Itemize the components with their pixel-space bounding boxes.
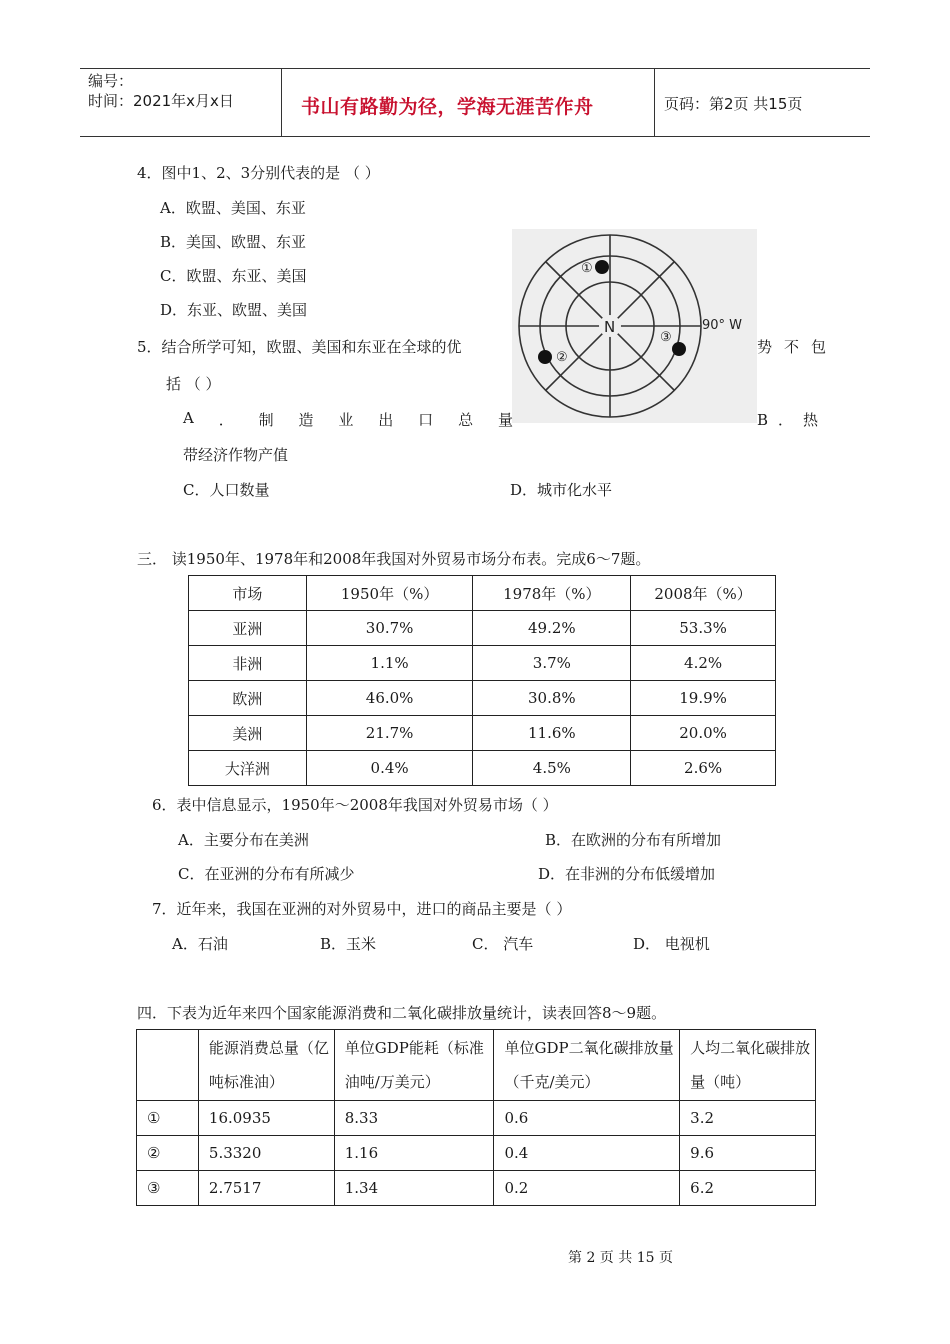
q5-opt-a-char: 业 bbox=[338, 411, 354, 429]
q5-stem-right: 势不包 bbox=[757, 338, 839, 356]
section4-intro: 四．下表为近年来四个国家能源消费和二氧化碳排放量统计，读表回答8～9题。 bbox=[137, 1004, 667, 1022]
table-row bbox=[137, 1171, 816, 1206]
q6-option-b: B．在欧洲的分布有所增加 bbox=[545, 831, 722, 849]
table-cell: 53.3% bbox=[631, 611, 776, 646]
table-cell: 非洲 bbox=[189, 646, 307, 681]
table-cell: 19.9% bbox=[631, 681, 776, 716]
table-row bbox=[137, 1101, 816, 1136]
table-cell: 49.2% bbox=[473, 611, 631, 646]
meridian-90w-label: 90° W bbox=[702, 318, 743, 333]
polar-map-svg bbox=[512, 229, 757, 423]
q4-option-c: C．欧盟、东亚、美国 bbox=[160, 267, 307, 285]
q5-opt-a-char: 制 bbox=[258, 411, 274, 429]
table-header-cell bbox=[137, 1030, 199, 1101]
table-cell: 亚洲 bbox=[189, 611, 307, 646]
q6-option-d: D．在非洲的分布低缓增加 bbox=[538, 865, 716, 883]
q5-opt-a-char: 量 bbox=[497, 411, 513, 429]
table-cell: 16.0935 bbox=[198, 1101, 334, 1136]
table-cell: 1.16 bbox=[334, 1136, 494, 1171]
q7-option-d: D． 电视机 bbox=[633, 935, 710, 953]
header-top-rule bbox=[80, 68, 870, 69]
table-cell: 21.7% bbox=[306, 716, 473, 751]
table-cell: 30.8% bbox=[473, 681, 631, 716]
table-header-cell: 2008年（%） bbox=[631, 576, 776, 611]
table-header-row bbox=[189, 576, 776, 611]
header-divider-right bbox=[654, 68, 655, 136]
q6-stem: 6．表中信息显示，1950年～2008年我国对外贸易市场（ ） bbox=[152, 796, 558, 814]
table-cell: ② bbox=[137, 1136, 199, 1171]
header-motto: 书山有路勤为径，学海无涯苦作舟 bbox=[301, 96, 594, 118]
table-header-cell: 单位GDP二氧化碳排放量（千克/美元） bbox=[494, 1030, 680, 1101]
table-cell: 3.7% bbox=[473, 646, 631, 681]
q4-stem: 4．图中1、2、3分别代表的是 （ ） bbox=[137, 164, 380, 182]
q5-option-b-cont: 带经济作物产值 bbox=[183, 446, 289, 464]
table-row bbox=[189, 611, 776, 646]
table-cell: 4.2% bbox=[631, 646, 776, 681]
q5-opt-a-char: 总 bbox=[458, 411, 474, 429]
q7-stem: 7．近年来，我国在亚洲的对外贸易中，进口的商品主要是（ ） bbox=[152, 900, 572, 918]
table-cell: 0.4% bbox=[306, 751, 473, 786]
q5-opt-a-char: 造 bbox=[298, 411, 314, 429]
table-cell: 大洋洲 bbox=[189, 751, 307, 786]
center-n-label: N bbox=[604, 318, 616, 336]
q5-stem-cont: 括 （ ） bbox=[166, 375, 221, 393]
q6-option-a: A．主要分布在美洲 bbox=[178, 831, 309, 849]
table-cell: 5.3320 bbox=[198, 1136, 334, 1171]
q5-option-a bbox=[183, 409, 513, 430]
header-bottom-rule bbox=[80, 136, 870, 137]
marker-1-label: ① bbox=[581, 261, 593, 276]
table-row bbox=[189, 681, 776, 716]
table-header-cell: 人均二氧化碳排放量（吨） bbox=[680, 1030, 816, 1101]
table-header-row bbox=[137, 1030, 816, 1101]
table-row bbox=[137, 1136, 816, 1171]
q7-option-c: C． 汽车 bbox=[472, 935, 534, 953]
table-cell: 20.0% bbox=[631, 716, 776, 751]
table-header-cell: 1950年（%） bbox=[306, 576, 473, 611]
q5-option-b: B．热 bbox=[757, 411, 829, 429]
table-cell: 1.34 bbox=[334, 1171, 494, 1206]
header-page-label: 页码：第2页 共15页 bbox=[664, 95, 803, 113]
header-divider-left bbox=[281, 68, 282, 136]
table-cell: 4.5% bbox=[473, 751, 631, 786]
table-row bbox=[189, 646, 776, 681]
marker-3-label: ③ bbox=[660, 330, 672, 345]
q5-opt-a-char: 出 bbox=[378, 411, 394, 429]
table-header-cell: 能源消费总量（亿吨标准油） bbox=[198, 1030, 334, 1101]
table-cell: 0.4 bbox=[494, 1136, 680, 1171]
marker-2-label: ② bbox=[556, 350, 568, 365]
marker-2-dot bbox=[538, 350, 552, 364]
table-cell: 8.33 bbox=[334, 1101, 494, 1136]
energy-emission-table bbox=[136, 1029, 816, 1206]
q5-option-d: D．城市化水平 bbox=[510, 481, 613, 499]
header-serial: 编号： bbox=[88, 72, 134, 90]
table-row bbox=[189, 751, 776, 786]
table-cell: 2.6% bbox=[631, 751, 776, 786]
table-cell: 9.6 bbox=[680, 1136, 816, 1171]
q7-option-b: B．玉米 bbox=[320, 935, 377, 953]
q4-option-d: D．东亚、欧盟、美国 bbox=[160, 301, 308, 319]
table-cell: 美洲 bbox=[189, 716, 307, 751]
q4-option-a: A．欧盟、美国、东亚 bbox=[160, 199, 306, 217]
polar-map-figure bbox=[512, 229, 757, 423]
q5-opt-a-char: 口 bbox=[418, 411, 434, 429]
q5-stem: 5．结合所学可知，欧盟、美国和东亚在全球的优 bbox=[137, 338, 462, 356]
trade-market-table bbox=[188, 575, 776, 786]
table-cell: 46.0% bbox=[306, 681, 473, 716]
table-cell: 欧洲 bbox=[189, 681, 307, 716]
q4-option-b: B．美国、欧盟、东亚 bbox=[160, 233, 307, 251]
table-cell: 1.1% bbox=[306, 646, 473, 681]
table-header-cell: 单位GDP能耗（标准油吨/万美元） bbox=[334, 1030, 494, 1101]
table-header-cell: 市场 bbox=[189, 576, 307, 611]
table-cell: 6.2 bbox=[680, 1171, 816, 1206]
q7-option-a: A．石油 bbox=[172, 935, 228, 953]
table-cell: 11.6% bbox=[473, 716, 631, 751]
marker-3-dot bbox=[672, 342, 686, 356]
table-cell: 2.7517 bbox=[198, 1171, 334, 1206]
table-cell: 3.2 bbox=[680, 1101, 816, 1136]
table-cell: ③ bbox=[137, 1171, 199, 1206]
section3-intro: 三． 读1950年、1978年和2008年我国对外贸易市场分布表。完成6～7题。 bbox=[137, 550, 651, 568]
footer-page-number: 第 2 页 共 15 页 bbox=[568, 1250, 673, 1266]
table-cell: 30.7% bbox=[306, 611, 473, 646]
header-time: 时间：2021年x月x日 bbox=[88, 92, 234, 110]
table-header-cell: 1978年（%） bbox=[473, 576, 631, 611]
q5-option-c: C．人口数量 bbox=[183, 481, 270, 499]
q5-opt-a-char: A bbox=[183, 409, 194, 427]
q6-option-c: C．在亚洲的分布有所减少 bbox=[178, 865, 355, 883]
table-row bbox=[189, 716, 776, 751]
table-cell: ① bbox=[137, 1101, 199, 1136]
table-cell: 0.6 bbox=[494, 1101, 680, 1136]
q5-opt-a-char: ． bbox=[218, 411, 234, 429]
table-cell: 0.2 bbox=[494, 1171, 680, 1206]
marker-1-dot bbox=[595, 260, 609, 274]
